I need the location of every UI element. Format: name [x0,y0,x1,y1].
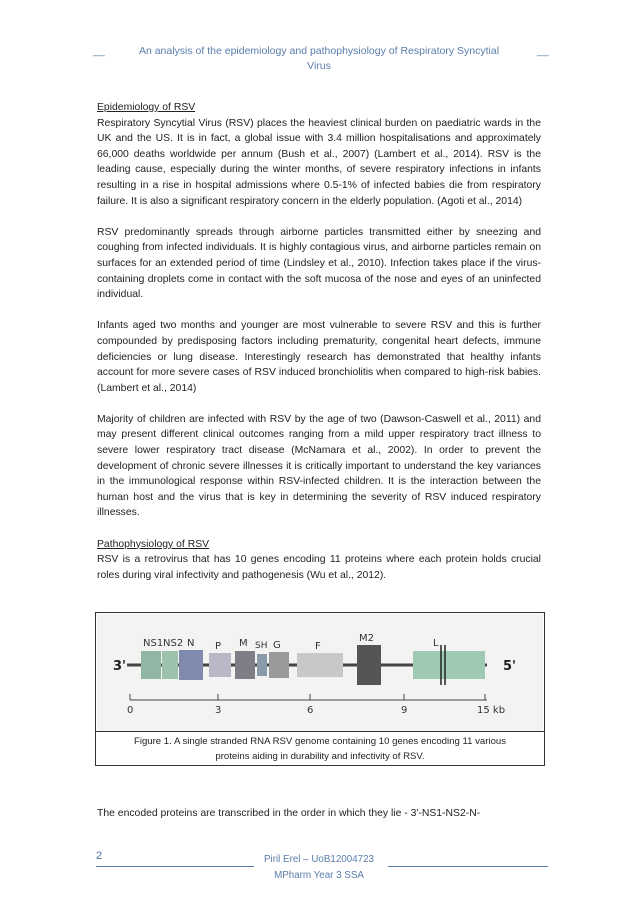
body-text [97,100,541,599]
gene-label-f: F [315,641,321,652]
footer-course: MPharm Year 3 SSA [274,869,364,881]
gene-ns2-box [162,651,178,679]
footer-text [0,852,638,883]
gene-label-m: M [239,638,248,649]
scale-label-6: 6 [307,705,314,716]
figure-caption-line2: proteins aiding in durability and infectivity of RSV. [215,751,425,762]
gene-label-ns2: NS2 [163,638,184,649]
scale-label-15kb: 15 kb [477,705,506,716]
footer-rule-right [388,866,548,867]
gene-p-box [209,653,231,677]
figure-caption-line1: Figure 1. A single stranded RNA RSV genome containing 10 genes encoding 11 various [133,736,507,747]
scale-label-9: 9 [401,705,408,716]
paragraph-3: Infants aged two months and younger are most vulnerable to severe RSV and this is further compounded by predisposing factors including prematurity, congenital heart defects, immune deficiencies or lung disease. Interestingly research has demonstrated that healthy infants account for more severe cases of RSV induced bronchiolitis when compared to high-risk babies. (Lambert et al., 2014) [97,320,541,394]
epidemiology-heading: Epidemiology of RSV [97,102,196,113]
scale-label-3: 3 [215,705,222,716]
gene-m2-box [357,645,381,685]
gene-label-n: N [187,638,195,649]
continuing-paragraph: The encoded proteins are transcribed in the order in which they lie - 3'-NS1-NS2-N- [97,808,481,819]
paragraph-1: Respiratory Syncytial Virus (RSV) places the heaviest clinical burden on paediatric wards in the UK and the US. It is in fact, a global issue with 3.4 million hospitalisations and approximately 66,000 deaths worldwide per annum (Bush et al., 2007) (Lambert et al., 2014). RSV is the leading cause, especially during the winter months, of severe respiratory infections in infants resulting in a rise in hospital admissions where 0.5-1% of infected babies die from respiratory failure. It is also a significant respiratory concern in the elderly population. (Agoti et al., 2014) [97,117,541,207]
pathophysiology-heading: Pathophysiology of RSV [97,538,210,550]
paragraph-2: RSV predominantly spreads through airborne particles transmitted either by sneezing and coughing from infected individuals. It is highly contagious virus, and airborne particles remain on surfaces for an extended period of time (Lindsley et al., 2010). Infection takes place if the virus-containing droplets come in contact with the soft mucosa of the nose and eyes of an uninfected individual. [97,226,541,301]
footer-author: Piril Erel – UoB12004723 [263,854,374,865]
gene-ns1-box [141,651,161,679]
figure-caption [96,731,544,765]
genome-5prime-label: 5' [503,659,517,674]
gene-g-box [269,652,289,678]
gene-label-m2: M2 [359,633,374,644]
paragraph-4: Majority of children are infected with RSV by the age of two (Dawson-Caswell et al., 2011) and may present different clinical outcomes ranging from a mild upper respiratory tract illness to severe lower respiratory tract disease (McNamara et al., 2002). In order to prevent the development of chronic severe illnesses it is critically important to understand the key variances in the immunological response within RSV-infected children. It is the interaction between the human host and the virus that is key in determining the severity of RSV induced respiratory illnesses. [97,413,541,519]
figure-1 [95,612,545,766]
header-dash-right: __ [537,45,549,57]
genome-3prime-label: 3' [113,659,127,674]
paragraph-5: RSV is a retrovirus that has 10 genes encoding 11 proteins where each protein holds crucial roles during viral infectivity and pathogenesis (Wu et al., 2012). [97,554,541,581]
gene-label-l: L [433,638,439,649]
gene-n-box [179,650,203,680]
header-title-line2: Virus [307,60,331,72]
gene-label-g: G [273,640,281,651]
gene-sh-box [257,654,267,676]
genome-svg [97,614,543,731]
gene-m-box [235,651,255,679]
header-dash-left: __ [93,45,105,57]
rsv-genome-diagram [97,614,543,731]
gene-l-box [413,651,485,679]
header-title-line1: An analysis of the epidemiology and pathophysiology of Respiratory Syncytial [138,45,500,57]
page-number: 2 [96,850,103,862]
gene-f-box [297,653,343,677]
scale-label-0: 0 [127,705,134,716]
gene-label-ns1: NS1 [143,638,164,649]
running-header [0,44,638,74]
gene-label-p: P [215,641,222,652]
gene-label-sh: SH [255,641,268,651]
